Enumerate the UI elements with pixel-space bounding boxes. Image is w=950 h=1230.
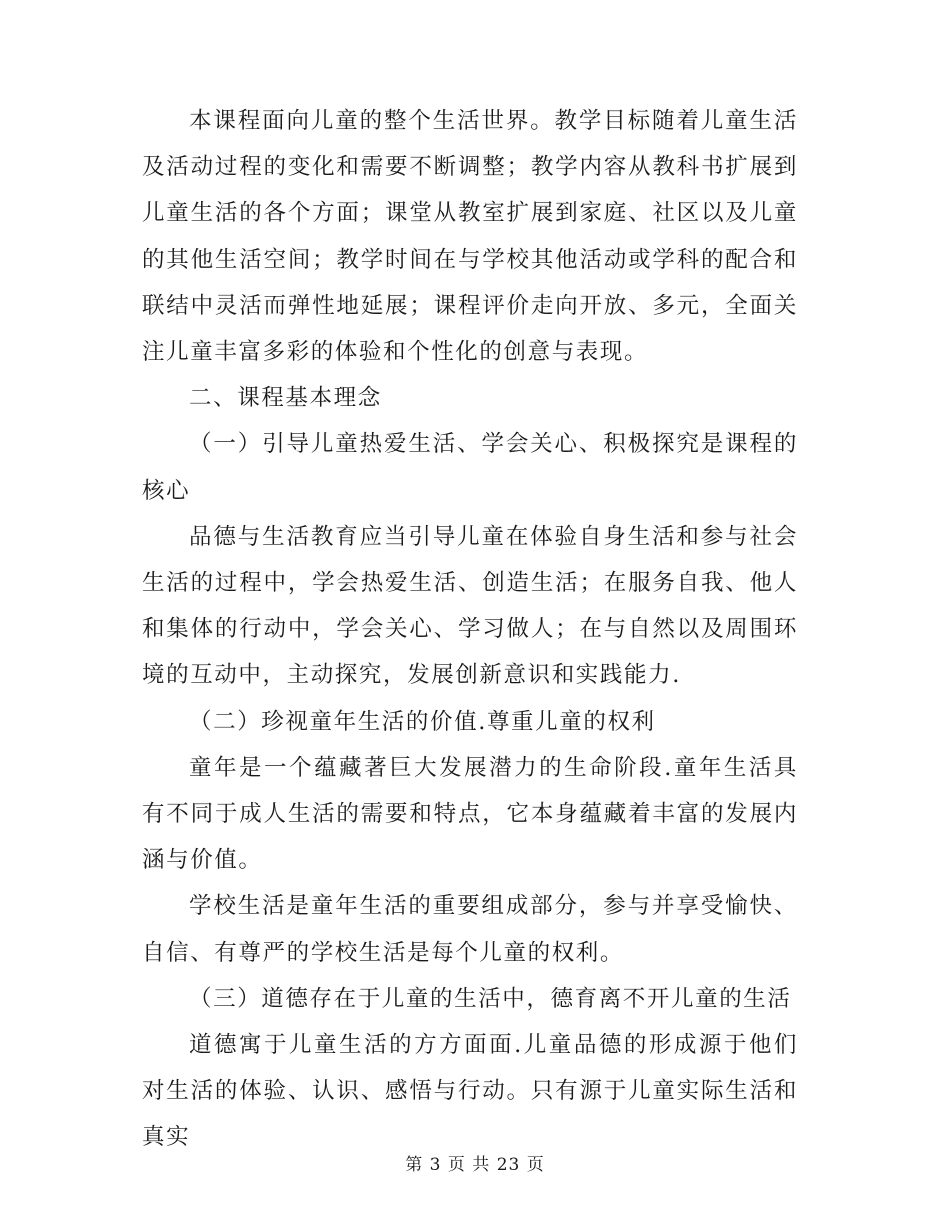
section-heading-basic-concepts: 二、课程基本理念 bbox=[189, 385, 382, 412]
paragraph-concept-1: 品德与生活教育应当引导儿童在体验自身生活和参与社会生活的过程中，学会热爱生活、创造生活；在服务自我、他人和集体的行动中，学会关心、学习做人；在与自然以及周围环境的互动中，主动探究，发展创新意识和实践能力. bbox=[142, 523, 798, 689]
paragraph-concept-2a: 童年是一个蕴藏著巨大发展潜力的生命阶段.童年生活具有不同于成人生活的需要和特点，它本身蕴藏着丰富的发展内涵与价值。 bbox=[142, 754, 798, 874]
document-body bbox=[142, 98, 798, 1161]
paragraph-concept-2b: 学校生活是童年生活的重要组成部分，参与并享受愉快、自信、有尊严的学校生活是每个儿童的权利。 bbox=[142, 893, 798, 966]
subheading-concept-2: （二）珍视童年生活的价值.尊重儿童的权利 bbox=[189, 708, 656, 735]
subheading-concept-3: （三）道德存在于儿童的生活中，德育离不开儿童的生活 bbox=[189, 985, 792, 1012]
subheading-concept-1: （一）引导儿童热爱生活、学会关心、积极探究是课程的核心 bbox=[142, 431, 798, 504]
paragraph-concept-3: 道德寓于儿童生活的方方面面.儿童品德的形成源于他们对生活的体验、认识、感悟与行动。只有源于儿童实际生活和真实 bbox=[142, 1032, 798, 1151]
page-number-footer: 第 3 页 共 23 页 bbox=[405, 1155, 545, 1175]
paragraph-course-scope: 本课程面向儿童的整个生活世界。教学目标随着儿童生活及活动过程的变化和需要不断调整；教学内容从教科书扩展到儿童生活的各个方面；课堂从教室扩展到家庭、社区以及儿童的其他生活空间；教学时间在与学校其他活动或学科的配合和联结中灵活而弹性地延展；课程评价走向开放、多元，全面关注儿童丰富多彩的体验和个性化的创意与表现。 bbox=[142, 108, 798, 366]
